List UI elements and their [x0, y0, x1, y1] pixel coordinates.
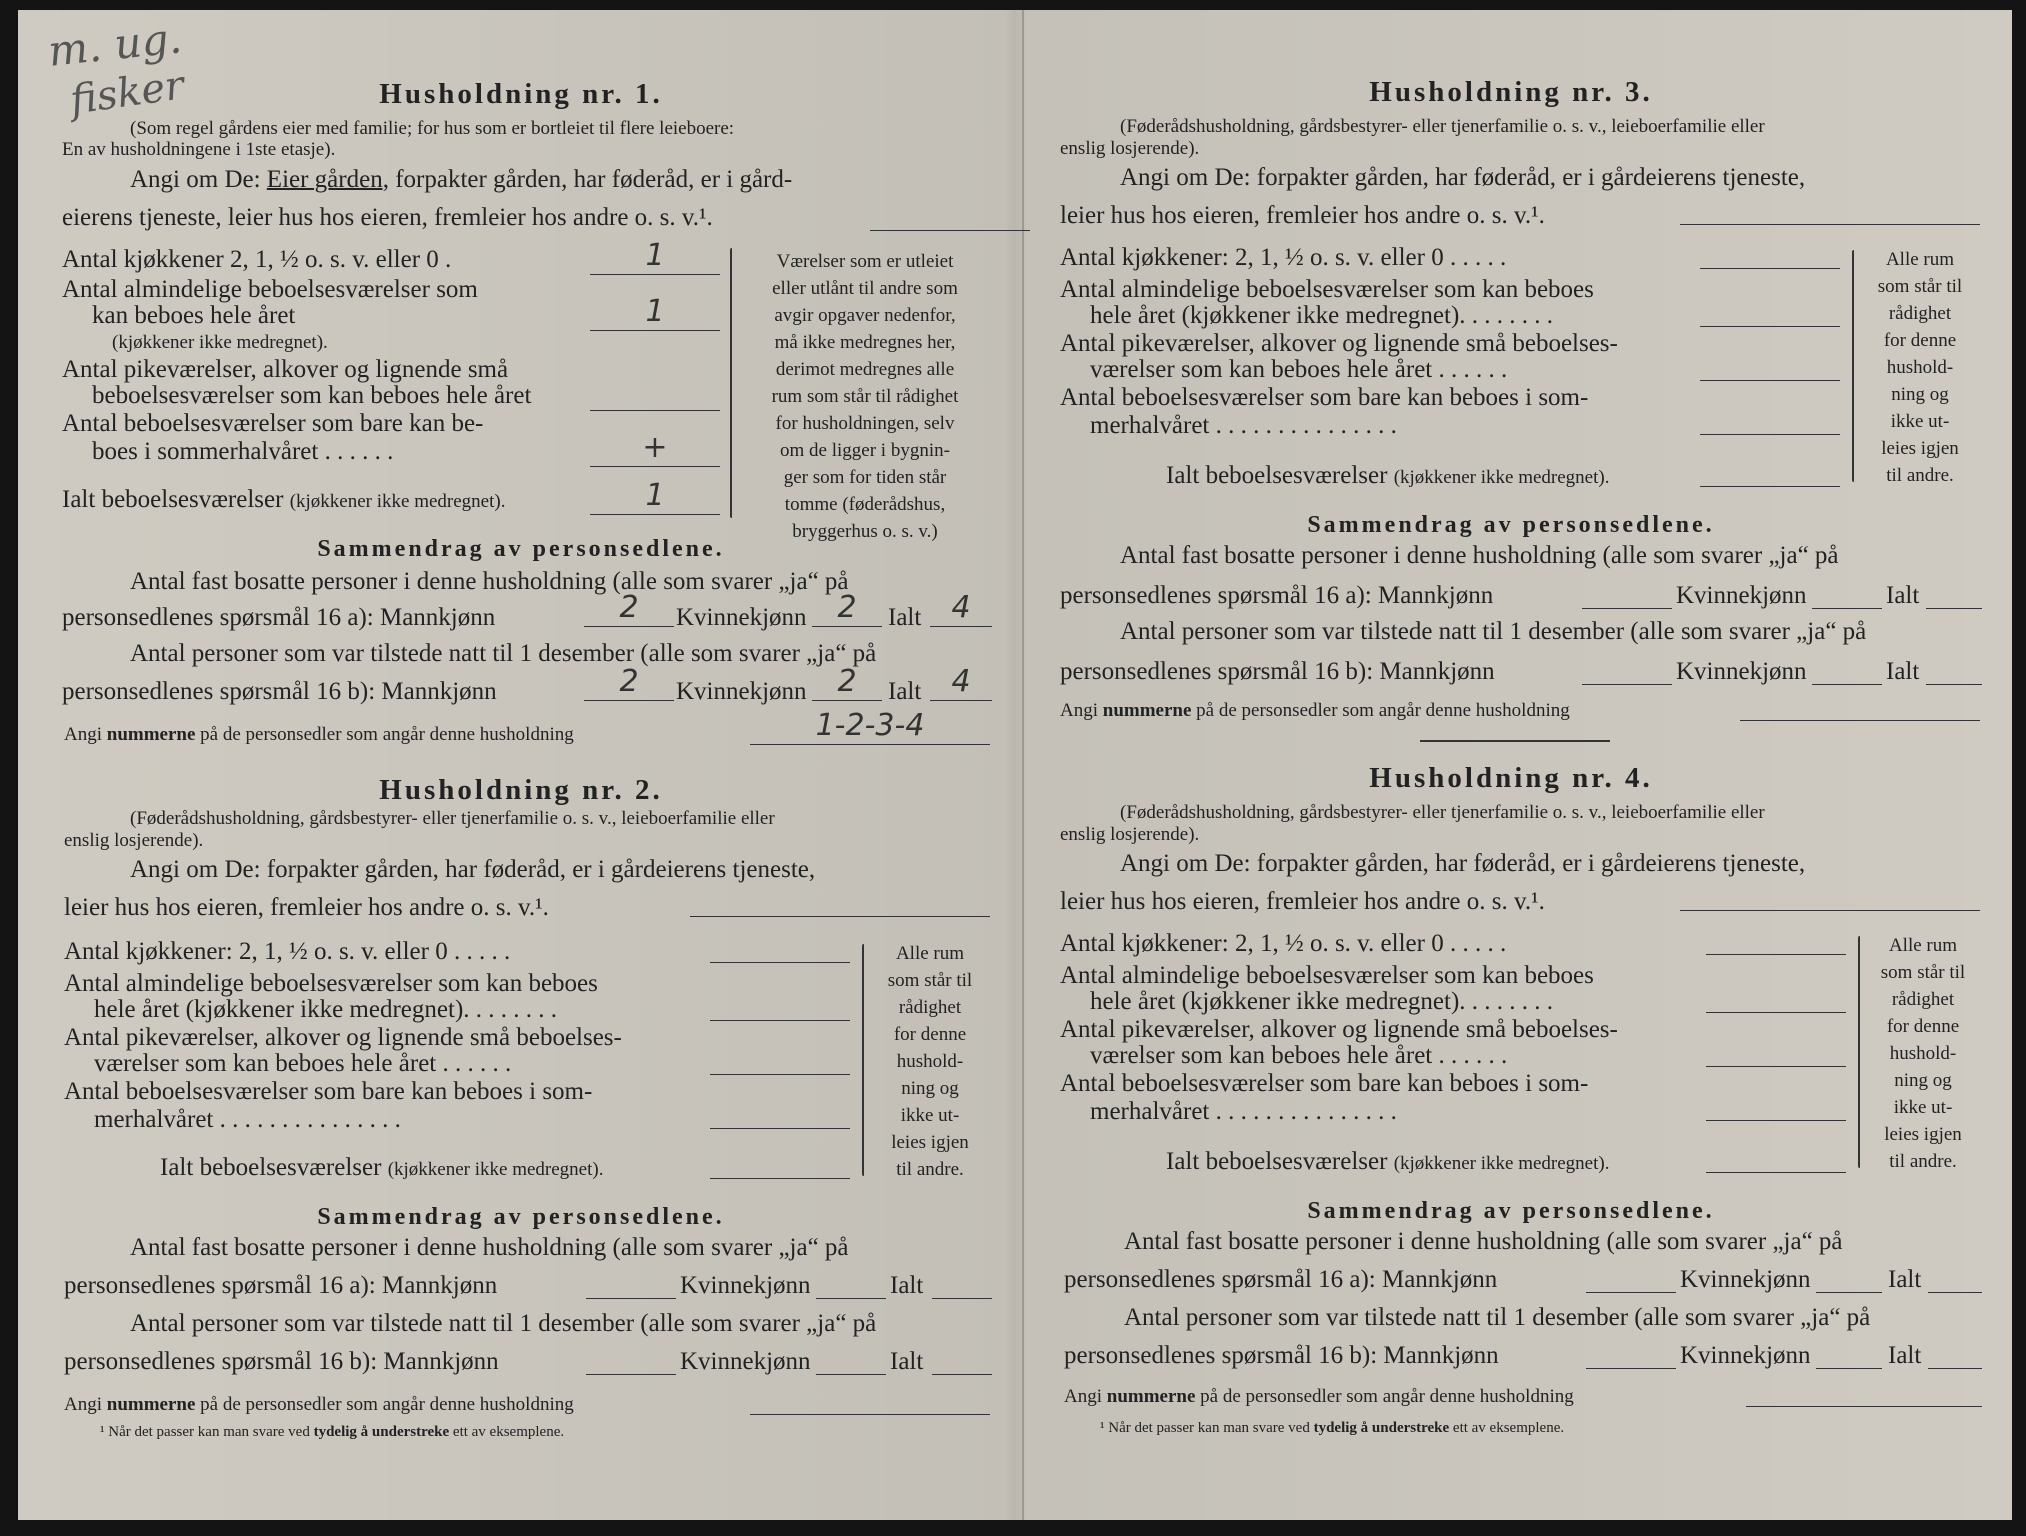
q-rooms-cont: kan beboes hele året: [92, 302, 296, 329]
total-count-a[interactable]: 4: [930, 598, 992, 627]
male-count-a[interactable]: [1582, 580, 1672, 609]
summary-q2: Antal personer som var tilstede natt til 1 desember (alle som svarer „ja“ på: [1124, 1304, 1871, 1331]
total-rooms-answer[interactable]: 1: [590, 486, 720, 515]
rooms-answer[interactable]: 1: [590, 302, 720, 331]
q-summer-rooms-cont: merhalvåret . . . . . . . . . . . . . . .: [94, 1106, 401, 1133]
total-count-a[interactable]: [1928, 1264, 1982, 1293]
female-count-b[interactable]: [816, 1346, 886, 1375]
total-rooms-answer[interactable]: [1700, 458, 1840, 487]
household-4-subtitle: enslig losjerende).: [1060, 824, 1200, 845]
q-small-rooms-cont: værelser som kan beboes hele året . . . . . .: [1090, 356, 1508, 383]
kitchens-answer[interactable]: [1706, 926, 1846, 955]
household-4-angi: Angi om De: forpakter gården, har føderåd, er i gårdeierens tjeneste,: [1120, 850, 1806, 877]
summary-q1-line2: personsedlenes spørsmål 16 a): Mannkjønn: [64, 1272, 498, 1299]
q-rooms: Antal almindelige beboelsesværelser som kan beboes: [1060, 276, 1594, 303]
brace-note: Alle rum som står til rådighet for denne hushold- ning og ikke ut- leies igjen til andre.: [1880, 935, 1966, 1172]
household-1-angi: Angi om De: Eier gården, forpakter gården, har føderåd, er i gård-: [130, 166, 793, 193]
male-count-b[interactable]: [1586, 1340, 1676, 1369]
total-rooms-answer[interactable]: [710, 1150, 850, 1179]
q-small-rooms-cont: beboelsesværelser som kan beboes hele året: [92, 382, 532, 409]
summer-rooms-answer[interactable]: +: [590, 438, 720, 467]
household-3-angi-line2: leier hus hos eieren, fremleier hos andre o. s. v.¹.: [1060, 202, 1545, 229]
summary-q2: Antal personer som var tilstede natt til 1 desember (alle som svarer „ja“ på: [1120, 618, 1867, 645]
kitchens-answer[interactable]: [710, 934, 850, 963]
household-2-angi-line2: leier hus hos eieren, fremleier hos andre o. s. v.¹.: [64, 894, 549, 921]
numbers-answer[interactable]: [1740, 692, 1980, 721]
brace: [1858, 936, 1860, 1168]
angi-answer-field[interactable]: [1680, 206, 1980, 225]
total-rooms: Ialt beboelsesværelser (kjøkkener ikke medregnet).: [1166, 462, 1610, 489]
female-label: Kvinnekjønn: [680, 1348, 811, 1375]
household-3-title: Husholdning nr. 3.: [1369, 76, 1653, 108]
summer-rooms-answer[interactable]: [1700, 406, 1840, 435]
q-kitchens: Antal kjøkkener 2, 1, ½ o. s. v. eller 0 .: [62, 246, 452, 273]
summary-q1: Antal fast bosatte personer i denne husholdning (alle som svarer „ja“ på: [130, 1234, 849, 1261]
total-count-b[interactable]: 4: [930, 672, 992, 701]
numbers-answer[interactable]: 1-2-3-4: [750, 716, 990, 745]
female-label: Kvinnekjønn: [1676, 658, 1807, 685]
q-small-rooms: Antal pikeværelser, alkover og lignende små beboelses-: [64, 1024, 622, 1051]
q-rooms-cont: hele året (kjøkkener ikke medregnet). . . . . . . .: [1090, 302, 1554, 329]
total-count-a[interactable]: [932, 1270, 992, 1299]
household-4-title: Husholdning nr. 4.: [1369, 762, 1653, 794]
household-1-title: Husholdning nr. 1.: [379, 78, 663, 110]
total-label: Ialt: [1888, 1266, 1922, 1293]
household-1-subtitle: En av husholdningene i 1ste etasje).: [62, 139, 336, 160]
total-label: Ialt: [888, 678, 922, 705]
footnote: ¹ Når det passer kan man svare ved tydelig å understreke ett av eksemplene.: [1100, 1420, 1565, 1436]
household-2-angi: Angi om De: forpakter gården, har føderåd, er i gårdeierens tjeneste,: [130, 856, 816, 883]
total-label: Ialt: [890, 1348, 924, 1375]
summary-q1-line2: personsedlenes spørsmål 16 a): Mannkjønn: [62, 604, 496, 631]
total-count-b[interactable]: [1928, 1340, 1982, 1369]
numbers-answer[interactable]: [1746, 1378, 1982, 1407]
brace: [1852, 250, 1854, 482]
numbers-prompt: Angi nummerne på de personsedler som angår denne husholdning: [1064, 1386, 1574, 1407]
footnote: ¹ Når det passer kan man svare ved tydelig å understreke ett av eksemplene.: [100, 1424, 565, 1440]
small-rooms-answer[interactable]: [1706, 1038, 1846, 1067]
total-rooms: Ialt beboelsesværelser (kjøkkener ikke medregnet).: [160, 1154, 604, 1181]
handwritten-note: fisker: [67, 62, 187, 124]
q-small-rooms-cont: værelser som kan beboes hele året . . . . . .: [94, 1050, 512, 1077]
female-count-b[interactable]: 2: [812, 672, 882, 701]
summary-q1-line2: personsedlenes spørsmål 16 a): Mannkjønn: [1060, 582, 1494, 609]
angi-answer-field[interactable]: [690, 898, 990, 917]
numbers-prompt: Angi nummerne på de personsedler som angår denne husholdning: [1060, 700, 1570, 721]
household-2-subtitle: enslig losjerende).: [64, 830, 204, 851]
rooms-answer[interactable]: [1706, 984, 1846, 1013]
total-label: Ialt: [1886, 582, 1920, 609]
summary-q1: Antal fast bosatte personer i denne husholdning (alle som svarer „ja“ på: [130, 568, 849, 595]
household-3-angi: Angi om De: forpakter gården, har føderåd, er i gårdeierens tjeneste,: [1120, 164, 1806, 191]
male-count-b[interactable]: [586, 1346, 676, 1375]
female-label: Kvinnekjønn: [1680, 1266, 1811, 1293]
female-count-a[interactable]: 2: [812, 598, 882, 627]
female-label: Kvinnekjønn: [1676, 582, 1807, 609]
household-4-angi-line2: leier hus hos eieren, fremleier hos andre o. s. v.¹.: [1060, 888, 1545, 915]
brace: [862, 944, 864, 1176]
q-small-rooms-cont: værelser som kan beboes hele året . . . . . .: [1090, 1042, 1508, 1069]
brace-note: Alle rum som står til rådighet for denne hushold- ning og ikke ut- leies igjen til andre.: [887, 943, 973, 1180]
rooms-answer[interactable]: [710, 992, 850, 1021]
summary-title: Sammendrag av personsedlene.: [317, 536, 725, 562]
male-count-a[interactable]: [1586, 1264, 1676, 1293]
summary-title: Sammendrag av personsedlene.: [1307, 1198, 1715, 1224]
summer-rooms-answer[interactable]: [1706, 1092, 1846, 1121]
summary-q2: Antal personer som var tilstede natt til 1 desember (alle som svarer „ja“ på: [130, 640, 877, 667]
male-count-a[interactable]: [586, 1270, 676, 1299]
female-label: Kvinnekjønn: [680, 1272, 811, 1299]
household-2-subtitle: (Føderådshusholdning, gårdsbestyrer- eller tjenerfamilie o. s. v., leieboerfamilie eller: [130, 808, 775, 829]
total-label: Ialt: [1888, 1342, 1922, 1369]
numbers-prompt: Angi nummerne på de personsedler som angår denne husholdning: [64, 724, 574, 745]
small-rooms-answer[interactable]: [710, 1046, 850, 1075]
female-count-a[interactable]: [1812, 580, 1882, 609]
female-label: Kvinnekjønn: [1680, 1342, 1811, 1369]
q-kitchens: Antal kjøkkener: 2, 1, ½ o. s. v. eller 0 . . . . .: [64, 938, 511, 965]
male-count-a[interactable]: 2: [584, 598, 674, 627]
angi-answer-field[interactable]: [870, 210, 1030, 231]
total-rooms-answer[interactable]: [1706, 1144, 1846, 1173]
brace: [730, 248, 732, 518]
female-label: Kvinnekjønn: [676, 678, 807, 705]
small-rooms-answer[interactable]: [1700, 352, 1840, 381]
summary-title: Sammendrag av personsedlene.: [317, 1204, 725, 1230]
summary-q2-line2: personsedlenes spørsmål 16 b): Mannkjønn: [1060, 658, 1495, 685]
male-count-b[interactable]: 2: [584, 672, 674, 701]
q-rooms: Antal almindelige beboelsesværelser som kan beboes: [1060, 962, 1594, 989]
q-small-rooms: Antal pikeværelser, alkover og lignende små beboelses-: [1060, 1016, 1618, 1043]
total-label: Ialt: [1886, 658, 1920, 685]
summary-q2-line2: personsedlenes spørsmål 16 b): Mannkjønn: [1064, 1342, 1499, 1369]
handwritten-note: m. ug.: [45, 13, 185, 76]
q-small-rooms: Antal pikeværelser, alkover og lignende små beboelses-: [1060, 330, 1618, 357]
q-summer-rooms: Antal beboelsesværelser som bare kan beboes i som-: [1060, 1070, 1589, 1097]
q-small-rooms: Antal pikeværelser, alkover og lignende små: [62, 356, 509, 383]
household-4-subtitle: (Føderådshusholdning, gårdsbestyrer- eller tjenerfamilie o. s. v., leieboerfamilie eller: [1120, 802, 1765, 823]
brace-note: Alle rum som står til rådighet for denne hushold- ning og ikke ut- leies igjen til andre.: [1877, 249, 1963, 486]
q-kitchens: Antal kjøkkener: 2, 1, ½ o. s. v. eller 0 . . . . .: [1060, 244, 1507, 271]
q-rooms-cont: hele året (kjøkkener ikke medregnet). . . . . . . .: [94, 996, 558, 1023]
q-rooms-cont: hele året (kjøkkener ikke medregnet). . . . . . . .: [1090, 988, 1554, 1015]
numbers-prompt: Angi nummerne på de personsedler som angår denne husholdning: [64, 1394, 574, 1415]
kitchens-answer[interactable]: 1: [590, 246, 720, 275]
q-rooms-note: (kjøkkener ikke medregnet).: [112, 332, 328, 353]
section-divider: [1420, 740, 1610, 742]
q-summer-rooms: Antal beboelsesværelser som bare kan beboes i som-: [64, 1078, 593, 1105]
total-label: Ialt: [890, 1272, 924, 1299]
summer-rooms-answer[interactable]: [710, 1100, 850, 1129]
summary-q2-line2: personsedlenes spørsmål 16 b): Mannkjønn: [64, 1348, 499, 1375]
page-fold: [1022, 10, 1024, 1520]
total-rooms: Ialt beboelsesværelser (kjøkkener ikke medregnet).: [1166, 1148, 1610, 1175]
summary-q1: Antal fast bosatte personer i denne husholdning (alle som svarer „ja“ på: [1124, 1228, 1843, 1255]
total-rooms: Ialt beboelsesværelser (kjøkkener ikke medregnet).: [62, 486, 506, 513]
q-summer-rooms-cont: merhalvåret . . . . . . . . . . . . . . .: [1090, 1098, 1397, 1125]
total-label: Ialt: [888, 604, 922, 631]
q-summer-rooms-cont: merhalvåret . . . . . . . . . . . . . . .: [1090, 412, 1397, 439]
q-rooms: Antal almindelige beboelsesværelser som kan beboes: [64, 970, 598, 997]
angi-selected-option: Eier gården,: [266, 166, 389, 193]
household-2-title: Husholdning nr. 2.: [379, 774, 663, 806]
household-1-angi-line2: eierens tjeneste, leier hus hos eieren, fremleier hos andre o. s. v.¹.: [62, 204, 713, 231]
small-rooms-answer[interactable]: [590, 382, 720, 411]
q-summer-rooms-cont: boes i sommerhalvåret . . . . . .: [92, 438, 394, 465]
summary-q1-line2: personsedlenes spørsmål 16 a): Mannkjønn: [1064, 1266, 1498, 1293]
female-count-b[interactable]: [1812, 656, 1882, 685]
total-count-b[interactable]: [932, 1346, 992, 1375]
brace-note: Værelser som er utleiet eller utlånt til andre som avgir opgaver nedenfor, må ikke medregnes her, derimot medregnes alle rum som står til rådighet for husholdningen, selv om de ligger i bygnin- ger som for tiden står tomme (føderådshus, bryggerhus o. s. v.): [771, 251, 959, 542]
total-count-a[interactable]: [1926, 580, 1982, 609]
numbers-answer[interactable]: [750, 1386, 990, 1415]
female-label: Kvinnekjønn: [676, 604, 807, 631]
female-count-a[interactable]: [1816, 1264, 1882, 1293]
q-summer-rooms: Antal beboelsesværelser som bare kan be-: [62, 410, 484, 437]
summary-title: Sammendrag av personsedlene.: [1307, 512, 1715, 538]
female-count-a[interactable]: [816, 1270, 886, 1299]
rooms-answer[interactable]: [1700, 298, 1840, 327]
summary-q1: Antal fast bosatte personer i denne husholdning (alle som svarer „ja“ på: [1120, 542, 1839, 569]
male-count-b[interactable]: [1582, 656, 1672, 685]
q-rooms: Antal almindelige beboelsesværelser som: [62, 276, 478, 303]
summary-q2: Antal personer som var tilstede natt til 1 desember (alle som svarer „ja“ på: [130, 1310, 877, 1337]
summary-q2-line2: personsedlenes spørsmål 16 b): Mannkjønn: [62, 678, 497, 705]
household-3-subtitle: (Føderådshusholdning, gårdsbestyrer- eller tjenerfamilie o. s. v., leieboerfamilie eller: [1120, 116, 1765, 137]
kitchens-answer[interactable]: [1700, 240, 1840, 269]
household-3-subtitle: enslig losjerende).: [1060, 138, 1200, 159]
angi-answer-field[interactable]: [1680, 892, 1980, 911]
household-1-subtitle: (Som regel gårdens eier med familie; for hus som er bortleiet til flere leieboere:: [130, 118, 735, 139]
q-summer-rooms: Antal beboelsesværelser som bare kan beboes i som-: [1060, 384, 1589, 411]
female-count-b[interactable]: [1816, 1340, 1882, 1369]
total-count-b[interactable]: [1926, 656, 1982, 685]
q-kitchens: Antal kjøkkener: 2, 1, ½ o. s. v. eller 0 . . . . .: [1060, 930, 1507, 957]
